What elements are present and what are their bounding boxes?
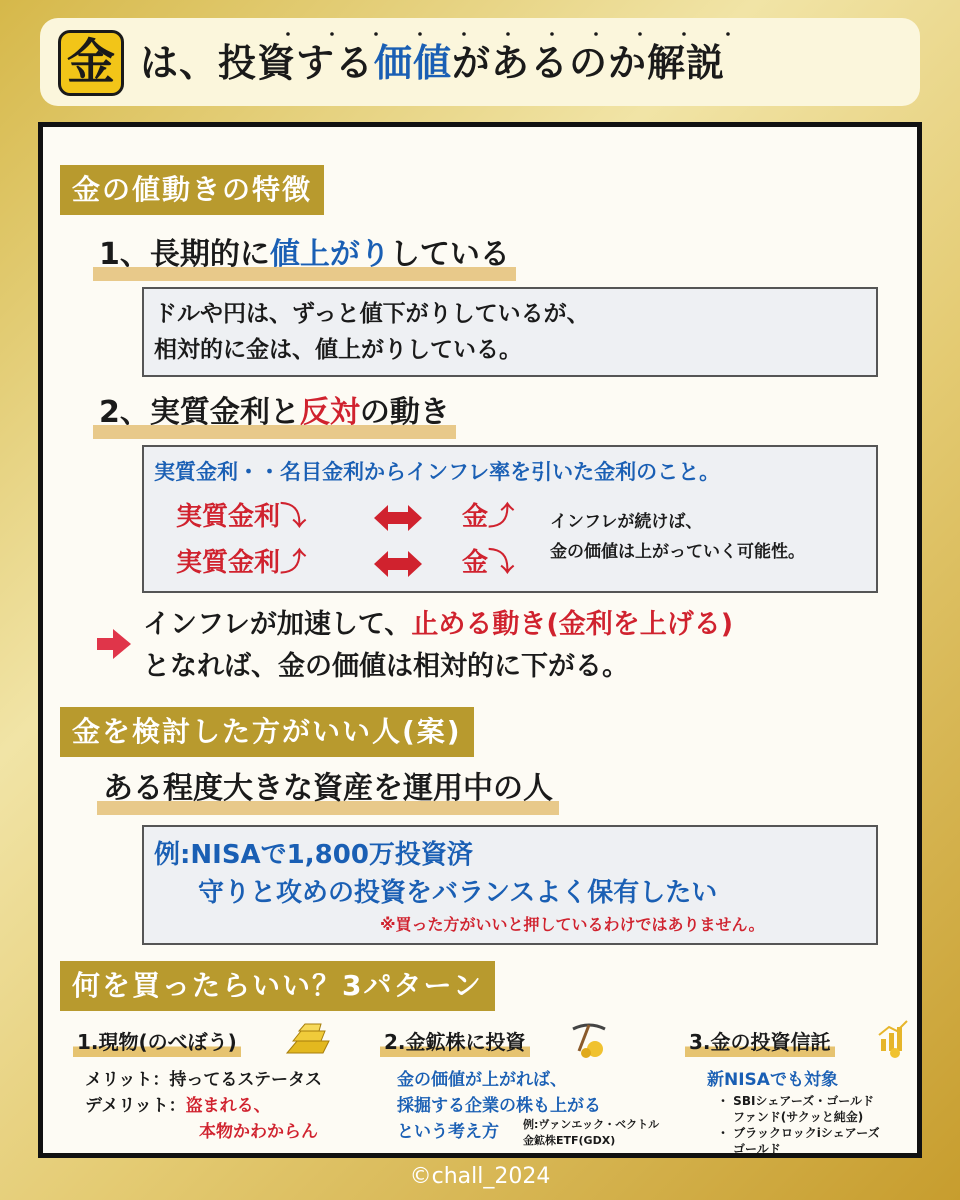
example-line2: 守りと攻めの投資をバランスよく保有したい xyxy=(198,878,718,908)
col3-item2-b: ゴールド xyxy=(733,1142,781,1156)
point1-rest: している xyxy=(389,237,510,272)
conclusion-line1 xyxy=(143,605,733,645)
col1-demerit-label: デメリット： xyxy=(85,1096,186,1116)
section1-heading: 金の値動きの特徴 xyxy=(60,165,324,215)
emphasis-dots: ・・・・・・・・・・・ xyxy=(280,25,765,44)
title-part1: は、投資する xyxy=(140,41,375,85)
point1-highlight: 値上がり xyxy=(269,237,390,272)
copyright-footer: ©chall_2024 xyxy=(409,1164,551,1189)
row2-gold: 金⤵ xyxy=(462,548,515,578)
conclusion-line1-b: 止める動き(金利を上げる) xyxy=(411,609,734,640)
col3-item1-a: ・ SBIシェアーズ・ゴールド xyxy=(717,1094,874,1108)
row1-real-rate: 実質金利⤵ xyxy=(176,502,307,532)
box1-line2: 相対的に金は、値上がりしている。 xyxy=(154,337,522,363)
col2-example2: 金鉱株ETF(GDX) xyxy=(523,1134,616,1147)
section2-point: ある程度大きな資産を運用中の人 xyxy=(97,769,559,815)
section1-point1 xyxy=(93,235,516,281)
col2-line3: という考え方 xyxy=(397,1122,499,1142)
col1-title: 1.現物(のべぼう) xyxy=(73,1027,241,1057)
main-panel xyxy=(38,122,922,1158)
example-line1: 例:NISAで1,800万投資済 xyxy=(154,840,473,870)
title-highlight: 価値 xyxy=(374,41,453,85)
box1-line1: ドルや円は、ずっと値下がりしているが、 xyxy=(154,301,590,327)
inflation-note1: インフレが続けば、 xyxy=(550,512,703,532)
title-bar xyxy=(40,18,920,106)
col2-line2: 採掘する企業の株も上がる xyxy=(397,1096,601,1116)
section1-point2 xyxy=(93,393,456,439)
col1-demerit-1: 盗まれる、 xyxy=(185,1096,271,1116)
col3-title: 3.金の投資信託 xyxy=(685,1027,835,1057)
page-title xyxy=(140,40,725,86)
gold-kanji-badge: 金 xyxy=(58,30,124,96)
conclusion-line1-a: インフレが加速して、 xyxy=(143,609,412,640)
col3-item2-a: ・ ブラックロックiシェアーズ xyxy=(717,1126,880,1140)
conclusion-line2: となれば、金の価値は相対的に下がる。 xyxy=(143,651,629,682)
col3-item1-b: ファンド(サクッと純金) xyxy=(733,1110,864,1124)
investment-growth-icon xyxy=(877,1019,911,1059)
pickaxe-gold-icon xyxy=(569,1021,609,1059)
col1-merit: メリット：持ってるステータス xyxy=(85,1070,322,1090)
title-part2: があるのか解説 xyxy=(452,41,726,85)
inflation-note2: 金の価値は上がっていく可能性。 xyxy=(550,542,805,562)
row2-real-rate: 実質金利⤴ xyxy=(176,548,307,578)
col2-line1: 金の価値が上がれば、 xyxy=(397,1070,567,1090)
col1-demerit-2: 本物かわからん xyxy=(199,1122,318,1142)
real-rate-definition: 実質金利・・名目金利からインフレ率を引いた金利のこと。 xyxy=(154,460,721,484)
point1-number: 1、長期的に xyxy=(99,237,270,272)
col2-example1: 例:ヴァンエック・ベクトル xyxy=(523,1118,660,1131)
section3-heading: 何を買ったらいい？3パターン xyxy=(60,961,495,1011)
point2-rest: の動き xyxy=(359,395,450,430)
right-arrow-icon xyxy=(97,629,131,659)
double-arrow-icon xyxy=(374,551,422,577)
point2-number: 2、実質金利と xyxy=(99,395,300,430)
col1-demerit xyxy=(85,1093,271,1119)
point2-highlight: 反対 xyxy=(299,395,360,430)
col3-subtitle: 新NISAでも対象 xyxy=(707,1070,838,1090)
box-point1 xyxy=(142,287,878,377)
col2-title: 2.金鉱株に投資 xyxy=(380,1027,530,1057)
row1-gold: 金⤴ xyxy=(462,502,515,532)
box-point2 xyxy=(142,445,878,593)
disclaimer-note: ※買った方がいいと押しているわけではありません。 xyxy=(380,915,765,934)
gold-bars-icon xyxy=(283,1023,333,1059)
double-arrow-icon xyxy=(374,505,422,531)
box-example xyxy=(142,825,878,945)
section2-heading: 金を検討した方がいい人(案) xyxy=(60,707,474,757)
